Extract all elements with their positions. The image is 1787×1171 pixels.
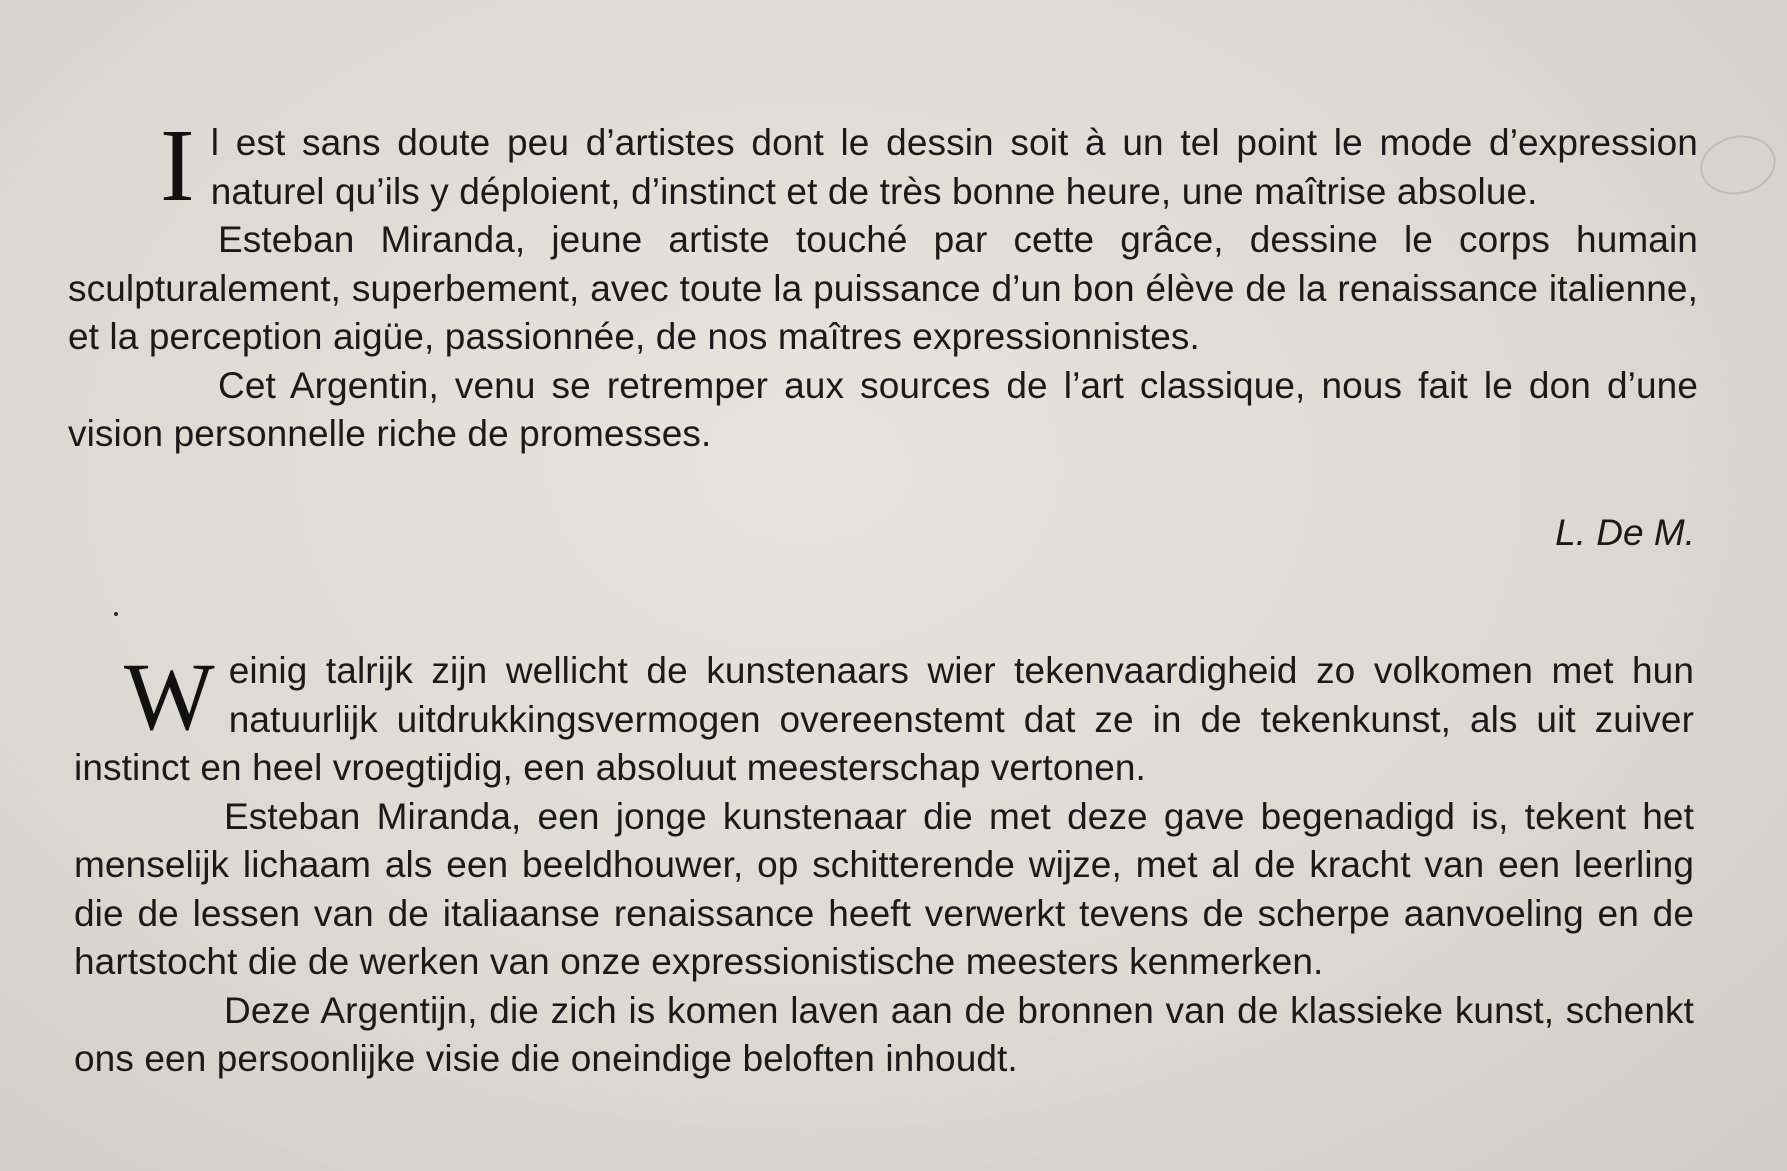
paper-speck bbox=[114, 612, 118, 616]
dutch-paragraph-1 bbox=[74, 643, 1694, 793]
french-paragraph-1-text: l est sans doute peu d’artistes dont le dessin soit à un tel point le mode d’expression naturel qu’ils y déploient, d’instinct et de très bonne heure, une maîtrise absolue. bbox=[210, 122, 1698, 212]
dutch-text-section bbox=[74, 643, 1694, 1084]
french-text-section bbox=[68, 108, 1698, 459]
french-drop-cap: I bbox=[160, 108, 195, 223]
paper-stain bbox=[1695, 129, 1781, 202]
author-signature: L. De M. bbox=[1555, 512, 1695, 553]
french-paragraph-3: Cet Argentin, venu se retremper aux sources de l’art classique, nous fait le don d’une vision personnelle riche de promesses. bbox=[68, 364, 1698, 454]
french-paragraph-2: Esteban Miranda, jeune artiste touché par cette grâce, dessine le corps humain sculpturalement, superbement, avec toute la puissance d’un bon élève de la renaissance italienne, et la perception aigüe, passionnée, de nos maîtres expressionnistes. bbox=[68, 219, 1698, 357]
dutch-drop-cap: W bbox=[124, 643, 215, 750]
french-paragraph-1 bbox=[68, 108, 1698, 223]
dutch-paragraph-2: Esteban Miranda, een jonge kunstenaar die met deze gave begenadigd is, tekent het menselijk lichaam als een beeldhouwer, op schitterende wijze, met al de kracht van een leerling die de lessen van de italiaanse renaissance heeft verwerkt tevens de scherpe aanvoeling en de hartstocht die de werken van onze expressionistische meesters kenmerken. bbox=[74, 795, 1694, 982]
dutch-paragraph-1-text: einig talrijk zijn wellicht de kunstenaars wier tekenvaardigheid zo volkomen met hun natuurlijk uitdrukkingsvermogen overeenstemt dat ze in de tekenkunst, als uit zuiver instinct en heel vroegtijdig, een absoluut meesterschap vertonen. bbox=[74, 650, 1694, 788]
dutch-paragraph-3: Deze Argentijn, die zich is komen laven aan de bronnen van de klassieke kunst, schenkt ons een persoonlijke visie die oneindige beloften inhoudt. bbox=[74, 989, 1694, 1079]
